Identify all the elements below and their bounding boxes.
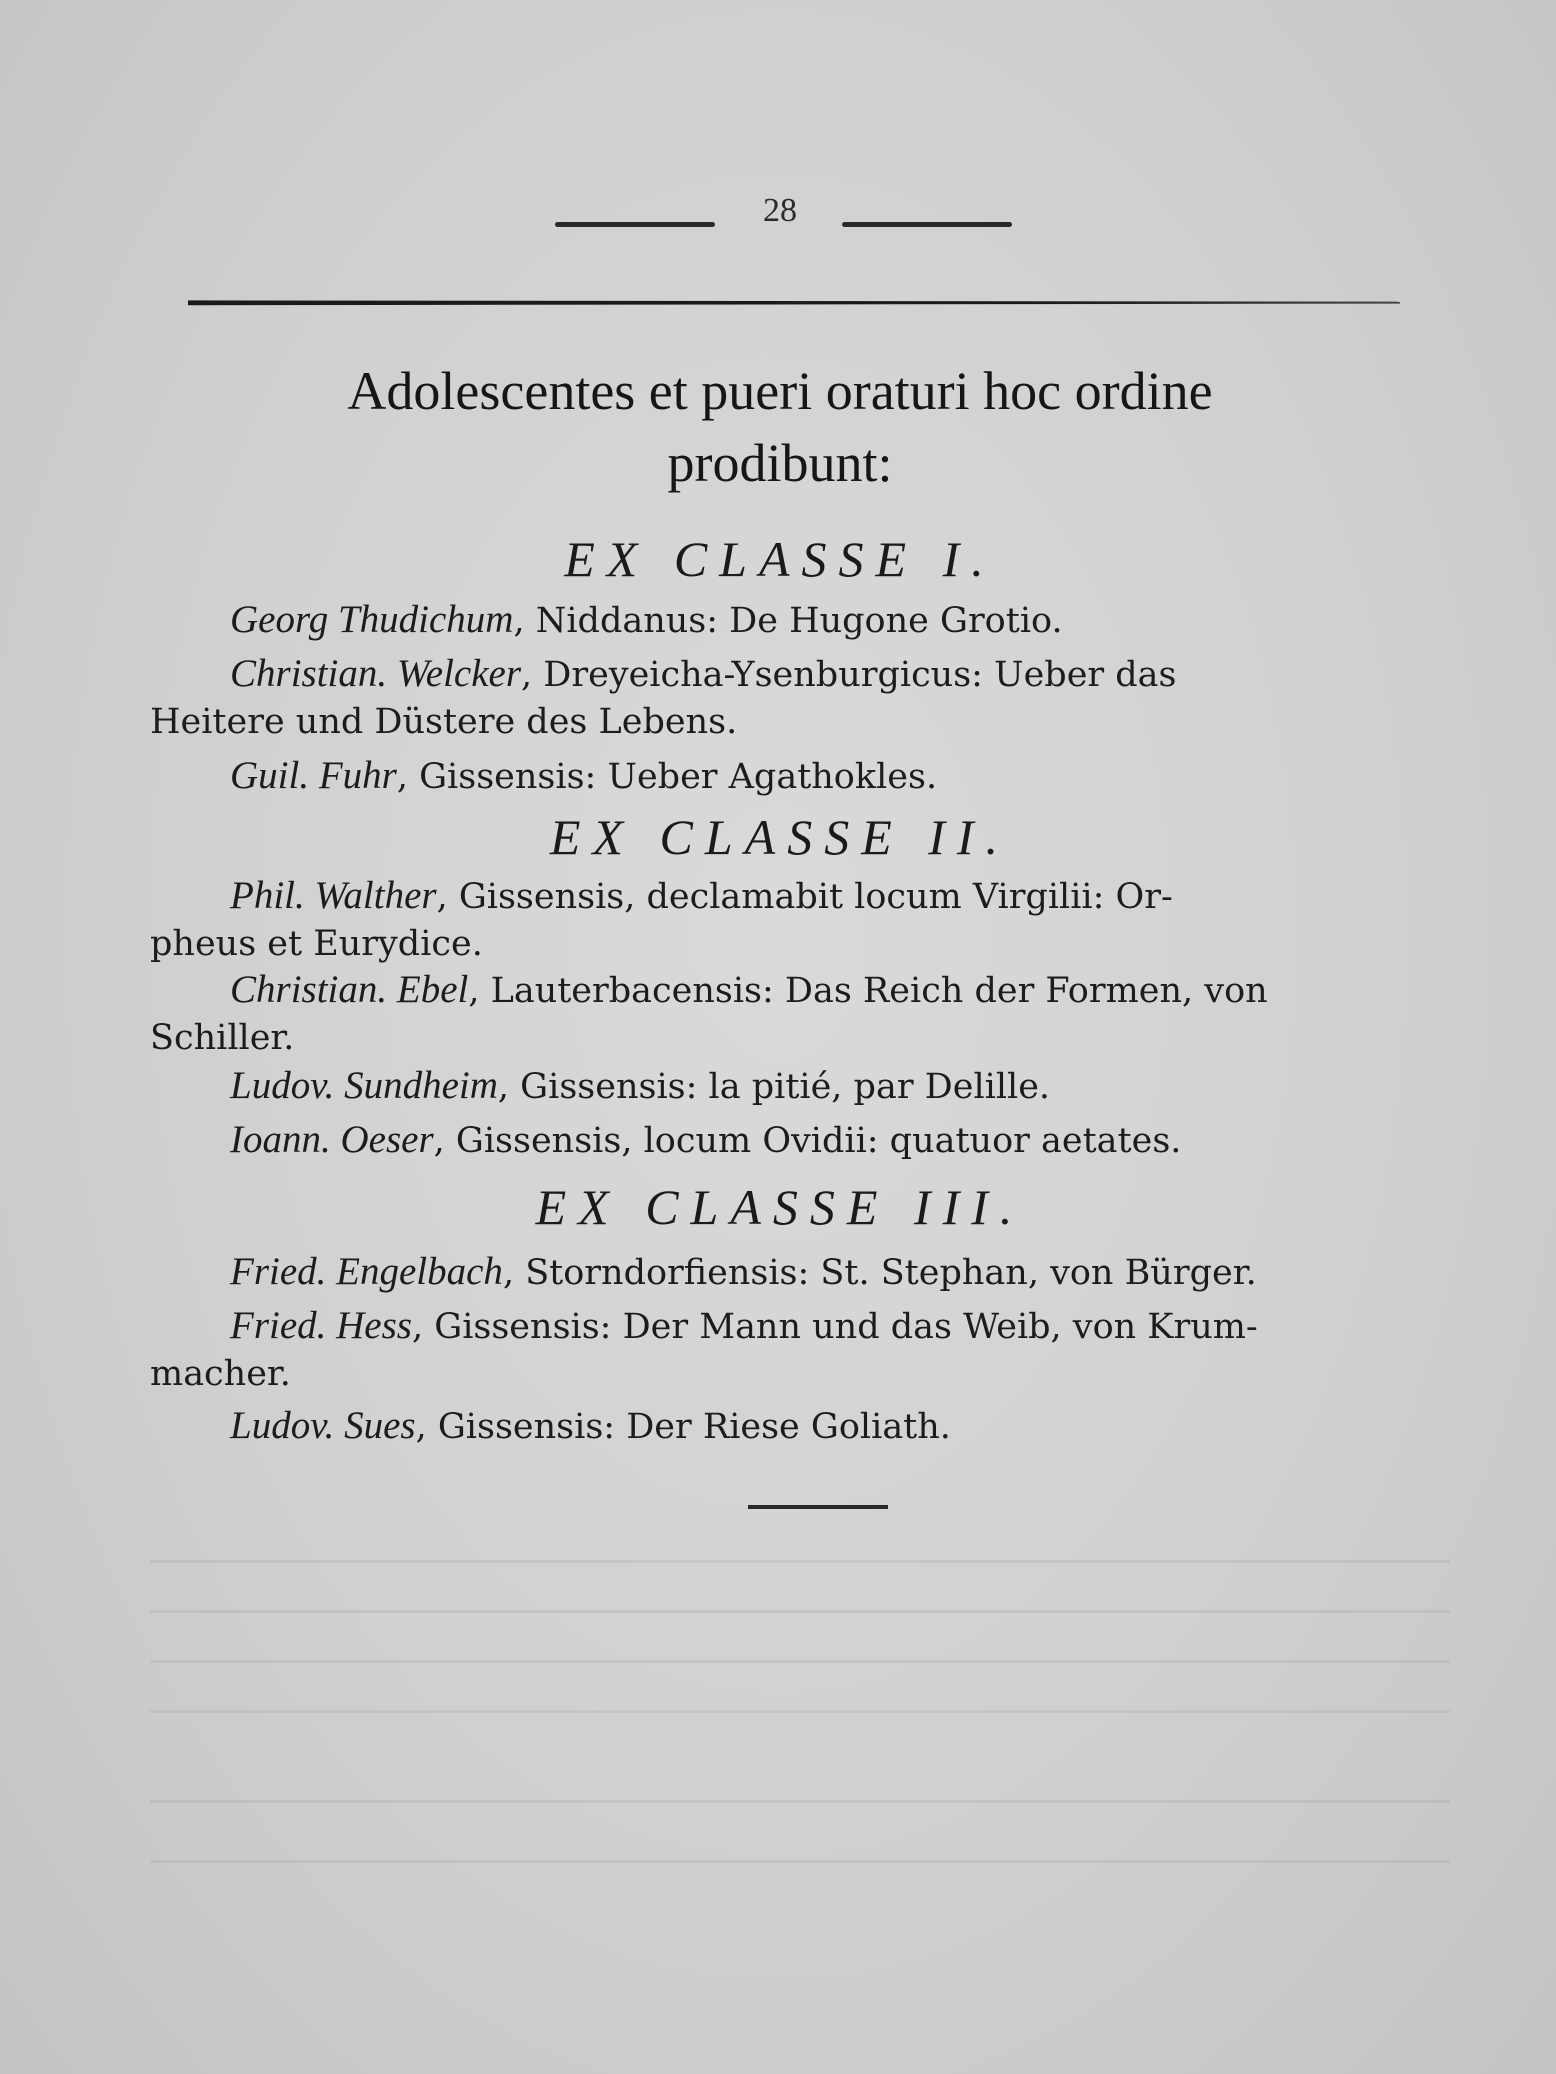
entry-continuation: Heitere und Düstere des Lebens.	[150, 702, 738, 742]
title-line-2: prodibunt:	[667, 433, 893, 493]
class-3-heading: EX CLASSE III.	[535, 1179, 1025, 1235]
header-rule	[188, 298, 1400, 306]
entry-text: , Gissensis: Ueber Agathokles.	[396, 757, 938, 797]
class-1-entry-1	[150, 596, 1450, 645]
class-1-entry-2	[150, 650, 1450, 746]
entry-text: , Gissensis: la pitié, par Delille.	[497, 1067, 1051, 1107]
header-dash-right	[842, 222, 1012, 227]
entry-name: Ludov. Sundheim	[230, 1064, 498, 1107]
entry-continuation: macher.	[150, 1354, 291, 1394]
entry-text: , Gissensis, declamabit locum Virgilii: Or-	[436, 877, 1173, 917]
show-through-line	[150, 1800, 1450, 1803]
class-2-entry-3	[150, 1062, 1450, 1111]
class-2-entry-4	[150, 1116, 1450, 1165]
class-3-entry-2	[150, 1302, 1450, 1398]
entry-name: Guil. Fuhr	[230, 754, 397, 797]
entry-text: , Dreyeicha-Ysenburgicus: Ueber das	[521, 655, 1177, 695]
page-header	[0, 190, 1556, 250]
entry-name: Ioann. Oeser	[230, 1118, 434, 1161]
show-through-line	[150, 1610, 1450, 1613]
entry-name: Ludov. Sues	[230, 1404, 416, 1447]
entry-name: Georg Thudichum	[230, 598, 514, 641]
entry-text: , Gissensis: Der Mann und das Weib, von Krum-	[411, 1307, 1258, 1347]
entry-name: Fried. Hess	[230, 1304, 412, 1347]
entry-text: , Gissensis: Der Riese Goliath.	[415, 1407, 951, 1447]
entry-name: Christian. Welcker	[230, 652, 522, 695]
class-2-entry-1	[150, 872, 1450, 968]
show-through-line	[150, 1660, 1450, 1663]
entry-name: Phil. Walther	[230, 874, 437, 917]
entry-text: , Niddanus: De Hugone Grotio.	[513, 601, 1063, 641]
class-2-heading: EX CLASSE II.	[549, 809, 1011, 865]
page-title	[200, 355, 1360, 499]
entry-continuation: pheus et Eurydice.	[150, 924, 483, 964]
closing-rule	[748, 1505, 888, 1509]
entry-text: , Storndorfiensis: St. Stephan, von Bürger.	[502, 1253, 1257, 1293]
header-dash-left	[555, 222, 715, 227]
entry-name: Christian. Ebel	[230, 968, 469, 1011]
class-3-entry-3	[150, 1402, 1450, 1451]
page-number: 28	[763, 192, 797, 229]
class-3-entry-1	[150, 1248, 1450, 1297]
entry-continuation: Schiller.	[150, 1018, 295, 1058]
title-line-1: Adolescentes et pueri oraturi hoc ordine	[347, 361, 1213, 421]
show-through-line	[150, 1560, 1450, 1563]
class-1-heading: EX CLASSE I.	[564, 531, 996, 587]
entry-text: , Gissensis, locum Ovidii: quatuor aetates.	[433, 1121, 1182, 1161]
entry-text: , Lauterbacensis: Das Reich der Formen, von	[468, 971, 1268, 1011]
class-1-entry-3	[150, 752, 1450, 801]
show-through-line	[150, 1860, 1450, 1863]
show-through-line	[150, 1710, 1450, 1713]
class-2-entry-2	[150, 966, 1450, 1062]
entry-name: Fried. Engelbach	[230, 1250, 503, 1293]
